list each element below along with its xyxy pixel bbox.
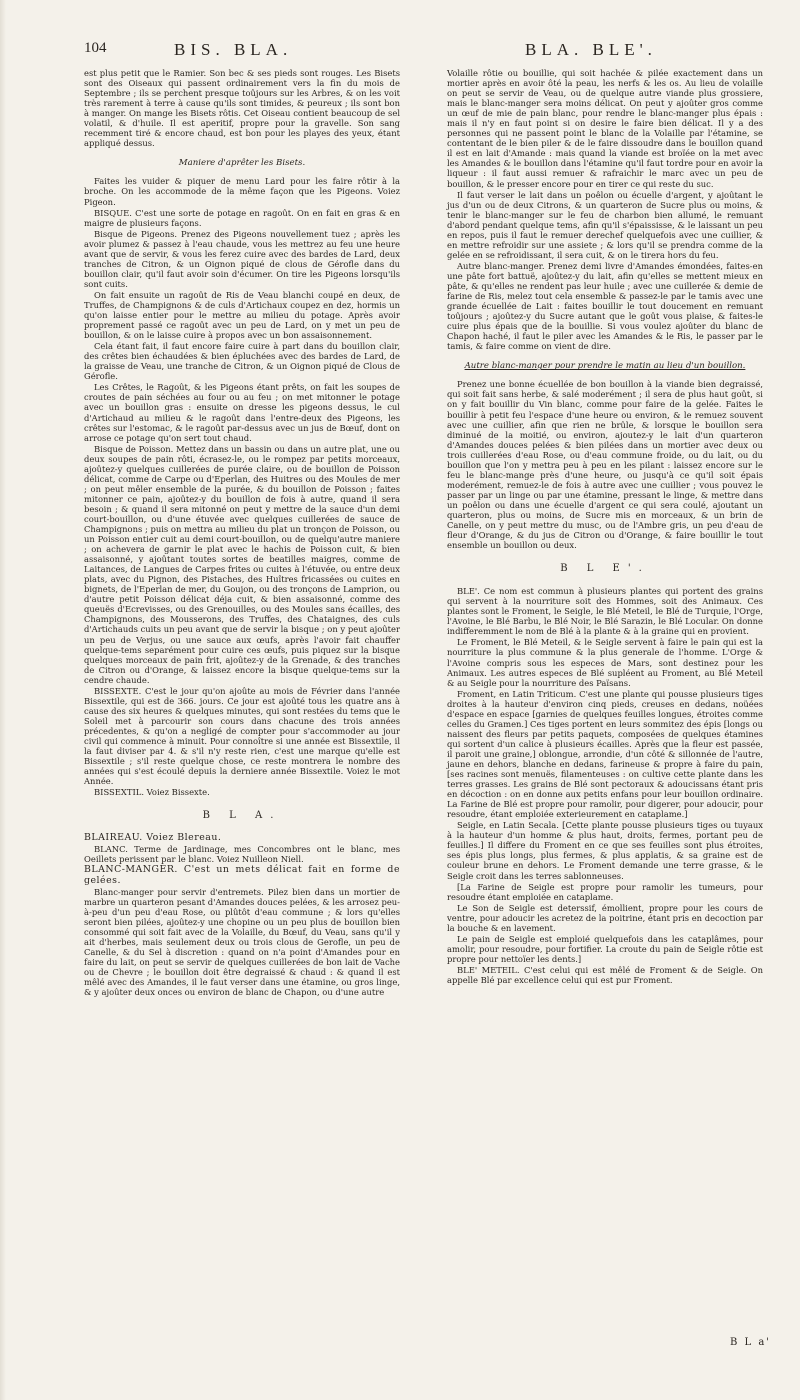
paragraph: Le Son de Seigle est deterssif, émollient, propre pour les cours de ventre, pour adoucir les acretez de la poitrine, étant pris en decoction par la bouche & en lavement. bbox=[447, 902, 763, 933]
right-header bbox=[425, 40, 765, 70]
paragraph: [La Farine de Seigle est propre pour ramolir les tumeurs, pour resoudre étant emploiée en cataplame. bbox=[447, 881, 763, 902]
entry-ble: BLE'. Ce nom est commun à plusieurs plantes qui portent des grains qui servent à la nourriture soit des Hommes, soit des Animaux. Ces plantes sont le Froment, le Seigle, le Blé Meteil, le Blé de Turquie, l'Orge, l'Avoine, le Blé Barbu, le Blé Noir, le Blé Sarazin, le Blé Locular. On donne indifferemment le nom de Blé à la plante & à la graine qui en provient. bbox=[447, 586, 763, 637]
entry-froment: Froment, en Latin Triticum. C'est une plante qui pousse plusieurs tiges droites à la hauteur d'environ cinq pieds, creuses en dedans, noüées d'espace en espace [garnies de quelques feuilles longues, étroites comme celles du Gramen.] Ces tiges portent en leurs sommitez des épis [longs ou naissent des fleurs par petits paquets, composées de quelques étamines qui sortent d'un calice à plusieurs écailles. Après que la fleur est passée, il paroit une graine,] oblongue, arrondie, d'un côté & sillonnée de l'autre, jaune en dehors, blanche en dedans, farineuse & propre à faire du pain, [ses racines sont menuës, filamenteuses : on cultive cette plante dans les terres grasses. Les grains de Blé sont pectoraux & adoucissans étant pris en décoction : on en donne aux petits enfans pour leur bouillon ordinaire. La Farine de Blé est propre pour ramolir, pour digerer, pour adoucir, pour resoudre, étant emploiée exterieurement en cataplame.] bbox=[447, 688, 763, 820]
entry-bissexte: BISSEXTE. C'est le jour qu'on ajoûte au mois de Février dans l'année Bissextile, qui est de 366. jours. Ce jour est ajoûté tous les quatre ans à cause des six heures & quelques minutes, qui sont restées du tems que le Soleil met à parcourir son cours dans chacune des trois années précedentes, & qu'on a negligé de compter pour s'accommoder au jour civil qui commence à minuit. Pour connoître si une année est Bissextile, il la faut diviser par 4. & s'il n'y reste rien, c'est une marque qu'elle est Bissextile ; s'il reste quelque chose, ce reste montrera le nombre des années qui s'est écoulé depuis la derniere année Bissextile. Voiez le mot Année. bbox=[84, 685, 400, 787]
entry-ble-meteil: BLE' METEIL. C'est celui qui est mêlé de Froment & de Seigle. On appelle Blé par excellence celui qui est pur Froment. bbox=[447, 964, 763, 985]
section-heading-ble: B L E'. bbox=[560, 563, 650, 575]
catchword: B L a' bbox=[730, 1337, 772, 1348]
entry-blaireau: BLAIREAU. Voiez Blereau. bbox=[84, 832, 222, 844]
subheading: Maniere d'aprêter les Bisets. bbox=[178, 158, 306, 169]
paragraph: On fait ensuite un ragoût de Ris de Veau blanchi coupé en deux, de Truffes, de Champignons & de culs d'Artichaux coupez en dez, hormis un qu'on laisse entier pour le mettre au milieu du potage. Après avoir proprement passé ce ragoût avec un peu de Lard, on y met un peu de bouillon, & on le laisse cuire à propos avec un bon assaisonnement. bbox=[84, 289, 400, 341]
paragraph: Faites les vuider & piquer de menu Lard pour les faire rôtir à la broche. On les accommode de la même façon que les Pigeons. Voiez Pigeon. bbox=[84, 176, 400, 207]
entry-bissextil: BISSEXTIL. Voiez Bissexte. bbox=[94, 787, 210, 798]
paragraph: Il faut verser le lait dans un poêlon ou écuelle d'argent, y ajoûtant le jus d'un ou de deux Citrons, & un quarteron de Sucre plus ou moins, & tenir le blanc-manger sur le feu de charbon bien allumé, le remuant d'abord pendant quelque tems, afin qu'il s'épaississe, & le laissant un peu en repos, puis il faut le remuer derechef quelquefois avec une cuillier, & en mettre refroidir sur une assiete ; & lors qu'il se prendra comme de la gelée en se refroidissant, il sera cuit, & on le tirera hors du feu. bbox=[447, 189, 763, 260]
paragraph: Les Crêtes, le Ragoût, & les Pigeons étant prêts, on fait les soupes de croutes de pain séchées au four ou au feu ; on met mitonner le potage avec un bouillon gras : ensuite on dresse les pigeons dessus, le cul d'Artichaud au milieu & le ragoût dans l'entre-deux des Pigeons, les crêtes sur l'estomac, & le ragoût par-dessus avec un jus de Bœuf, dont on arrose ce potage qu'on sert tout chaud. bbox=[84, 382, 400, 443]
entry-bisque: BISQUE. C'est une sorte de potage en ragoût. On en fait en gras & en maigre de plusieurs façons. bbox=[84, 207, 400, 228]
left-column bbox=[84, 68, 400, 998]
entry-seigle: Seigle, en Latin Secala. [Cette plante pousse plusieurs tiges ou tuyaux à la hauteur d'un homme & plus haut, droits, fermes, portant peu de feuilles.] Il differe du Froment en ce que ses feuilles sont plus étroites, ses épis plus longs, plus fermes, & plus applatis, & sa graine est de couleur brune en dehors. Le Froment demande une terre grasse, & le Seigle croit dans les terres sablonneuses. bbox=[447, 820, 763, 881]
subheading: Autre blanc-manger pour prendre le matin au lieu d'un bouillon. bbox=[464, 361, 746, 372]
page-number: 104 bbox=[84, 40, 107, 56]
entry-bisque-pigeons: Bisque de Pigeons. Prenez des Pigeons nouvellement tuez ; après les avoir plumez & passez à l'eau chaude, vous les mettrez au feu une heure avant que de servir, & vous les ferez cuire avec des bardes de Lard, deux tranches de Citron, & un Oignon piqué de clous de Gérofle dans du bouillon clair, qu'il faut avoir soin d'écumer. On tire les Pigeons lorsqu'ils sont cuits. bbox=[84, 228, 400, 289]
entry-blanc: BLANC. Terme de Jardinage, mes Concombres ont le blanc, mes Oeillets perissent par le blanc. Voiez Nuilleon Niell. bbox=[84, 844, 400, 865]
page-fold-shadow bbox=[0, 0, 6, 1400]
section-heading-bla: B L A. bbox=[202, 810, 282, 822]
entry-bisque-poisson: Bisque de Poisson. Mettez dans un bassin ou dans un autre plat, une ou deux soupes de pain rôti, écrasez-le, ou le rompez par petits morceaux, ajoûtez-y quelques cuillerées de purée claire, ou de bouillon de Poisson délicat, comme de Carpe ou d'Eperlan, des Huitres ou des Moules de mer ; on peut mêler ensemble de la purée, & du bouillon de Poisson ; faites mitonner ce pain, ajoûtez-y du bouillon de fois à autre, quand il sera besoin ; & quand il sera mitonné on peut y mettre de la sauce d'un demi court-bouillon, ou d'une étuvée avec quelques cuillerées de sauce de Champignons ; puis on mettra au milieu du plat un tronçon de Poisson, ou un Poisson entier cuit au demi court-bouillon, ou de quelqu'autre maniere ; on achevera de garnir le plat avec le hachis de Poisson cuit, & bien assaisonné, y ajoûtant toutes sortes de beatilles maigres, comme de Laitances, de Langues de Carpes frites ou cuites à l'étuvée, ou entre deux plats, avec du Pignon, des Pistaches, des Huîtres fricassées ou cuites en bignets, de l'Eperlan de mer, du Goujon, ou des tronçons de Lamprion, ou d'autre petit Poisson délicat déja cuit, & bien assaisonné, comme des queuës d'Ecrevisses, ou des Grenouilles, ou des Moules sans écailles, des Champignons, des Mousserons, des Truffes, des Chataignes, des culs d'Artichauds cuits un peu avant que de servir la bisque ; on y peut ajoûter un peu de Verjus, ou une sauce aux œufs, après l'avoir fait chauffer quelque-tems separément pour cuire ces œufs, puis piquez sur la bisque quelques morceaux de pain frit, ajoûtez-y de la Grenade, & des tranches de Citron ou d'Orange, & laissez encore la bisque quelque-tems sur la cendre chaude. bbox=[84, 443, 400, 685]
entry-autre-blanc-manger: Autre blanc-manger. Prenez demi livre d'Amandes émondées, faites-en une pâte fort battuë, ajoûtez-y du lait, afin qu'elles se mettent mieux en pâte, & qu'elles ne rendent pas leur huile ; avec une cuillerée & demie de farine de Ris, melez tout cela ensemble & passez-le par le tamis avec une grande écuellée de Lait : faites bouillir le tout doucement en remuant toûjours ; ajoûtez-y du Sucre autant que le goût vous plaise, & faites-le cuire plus épais que de la bouillie. Si vous voulez ajoûter du blanc de Chapon haché, il faut le piler avec les Amandes & le Ris, le passer par le tamis, & faire comme on vient de dire. bbox=[447, 260, 763, 352]
paragraph: Prenez une bonne écuellée de bon bouillon à la viande bien degraissé, qui soit fait sans herbe, & salé moderément ; il sera de plus haut goût, si on y fait bouillir du Vin blanc, comme pour faire de la gelée. Faites le bouillir à petit feu l'espace d'une heure ou environ, & le remuez souvent avec une cuillier, afin que rien ne brûle, & lorsque le bouillon sera diminué de la moitié, ou environ, ajoutez-y le lait d'un quarteron d'Amandes douces pelées & bien pilées dans un mortier avec deux ou trois cuillerées d'eau Rose, ou d'eau commune froide, ou du lait, ou du bouillon que l'on y mettra peu à peu en les pilant : laissez encore sur le feu le blanc-mange près d'une heure, ou jusqu'à ce qu'il soit épais moderément, remuez-le de fois à autre avec une cuillier ; vous pouvez le passer par un linge ou par une étamine, pressant le linge, & mettre dans un poêlon ou dans une écuelle d'argent ce qui sera coulé, ajoutant un quarteron, plus ou moins, de Sucre mis en morceaux, & un brin de Canelle, on y peut mettre du musc, ou de l'Ambre gris, un peu d'eau de fleur d'Orange, & du jus de Citron ou d'Orange, & faire bouillir le tout ensemble un bouillon ou deux. bbox=[447, 379, 763, 551]
right-running-head: BLA. BLE'. bbox=[525, 40, 657, 59]
left-header bbox=[84, 40, 404, 70]
paragraph: Le Froment, le Blé Meteil, & le Seigle servent à faire le pain qui est la nourriture la plus commune & la plus generale de l'homme. L'Orge & l'Avoine compris sous les especes de Mars, sont destinez pour les Animaux. Les autres especes de Blé supléent au Froment, au Blé Meteil & au Seigle pour la nourriture des Païsans. bbox=[447, 637, 763, 688]
paragraph: Le pain de Seigle est emploié quelquefois dans les cataplâmes, pour amolir, pour resoudre, pour fortifier. La croute du pain de Seigle rôtie est propre pour nettoïer les dents.] bbox=[447, 933, 763, 964]
right-column bbox=[447, 68, 763, 986]
entry-blanc-manger: BLANC-MANGER. C'est un mets délicat fait en forme de gelées. bbox=[84, 864, 400, 886]
paragraph: est plus petit que le Ramier. Son bec & ses pieds sont rouges. Les Bisets sont des Oiseaux qui passent ordinairement vers la fin du mois de Septembre ; ils se perchent presque toûjours sur les Arbres, & on les voit très rarement à terre à cause qu'ils sont timides, & peureux ; ils sont bon à manger. On mange les Bisets rôtis. Cet Oiseau contient beaucoup de sel volatil, & d'huile. Il est aperitif, propre pour la gravelle. Son sang recemment tiré & encore chaud, est bon pour les playes des yeux, étant appliqué dessus. bbox=[84, 68, 400, 149]
paragraph: Volaille rôtie ou bouillie, qui soit hachée & pilée exactement dans un mortier après en avoir ôté la peau, les nerfs & les os. Au lieu de volaille on peut se servir de Veau, ou de quelque autre viande plus grossiere, mais le blanc-manger sera moins délicat. On peut y ajoûter gros comme un œuf de mie de pain blanc, pour rendre le blanc-manger plus épais : mais il n'y en faut point si on desire le faire bien délicat. Il y a des personnes qui ne passent point le blanc de la Volaille par l'étamine, se contentant de le bien piler & de le faire dissoudre dans le bouillon quand il est en lait d'Amande : mais quand la viande est broïée on la met avec les Amandes & le bouillon dans l'étamine qu'il faut tordre pour en avoir la liqueur : il faut aussi remuer & rafraichir le marc avec un peu de bouillon, & le presser encore pour en tirer ce qui reste du suc. bbox=[447, 68, 763, 189]
left-running-head: BIS. BLA. bbox=[174, 40, 293, 59]
paragraph: Blanc-manger pour servir d'entremets. Pilez bien dans un mortier de marbre un quarteron pesant d'Amandes douces pelées, & les arrosez peu-à-peu d'un peu d'eau Rose, ou plûtôt d'eau commune ; & lors qu'elles seront bien pilées, ajoûtez-y une chopine ou un peu plus de bouillon bien consommé qui soit fait avec de la Volaille, du Bœuf, du Veau, sans qu'il y ait d'herbes, mais seulement deux ou trois clous de Gerofle, un peu de Canelle, & du Sel à discretion : quand on n'a point d'Amandes pour en faire du lait, on peut se servir de quelques cuillerées de bon lait de Vache ou de Chevre ; le bouillon doit être degraissé & chaud : & quand il est mêlé avec des Amandes, il le faut verser dans une étamine, ou gros linge, & y ajoûter deux onces ou environ de blanc de Chapon, ou d'une autre bbox=[84, 886, 400, 998]
paragraph: Cela étant fait, il faut encore faire cuire à part dans du bouillon clair, des crêtes bien échaudées & bien épluchées avec des bardes de Lard, de la graisse de Veau, une tranche de Citron, & un Oignon piqué de Clous de Gérofle. bbox=[84, 341, 400, 382]
